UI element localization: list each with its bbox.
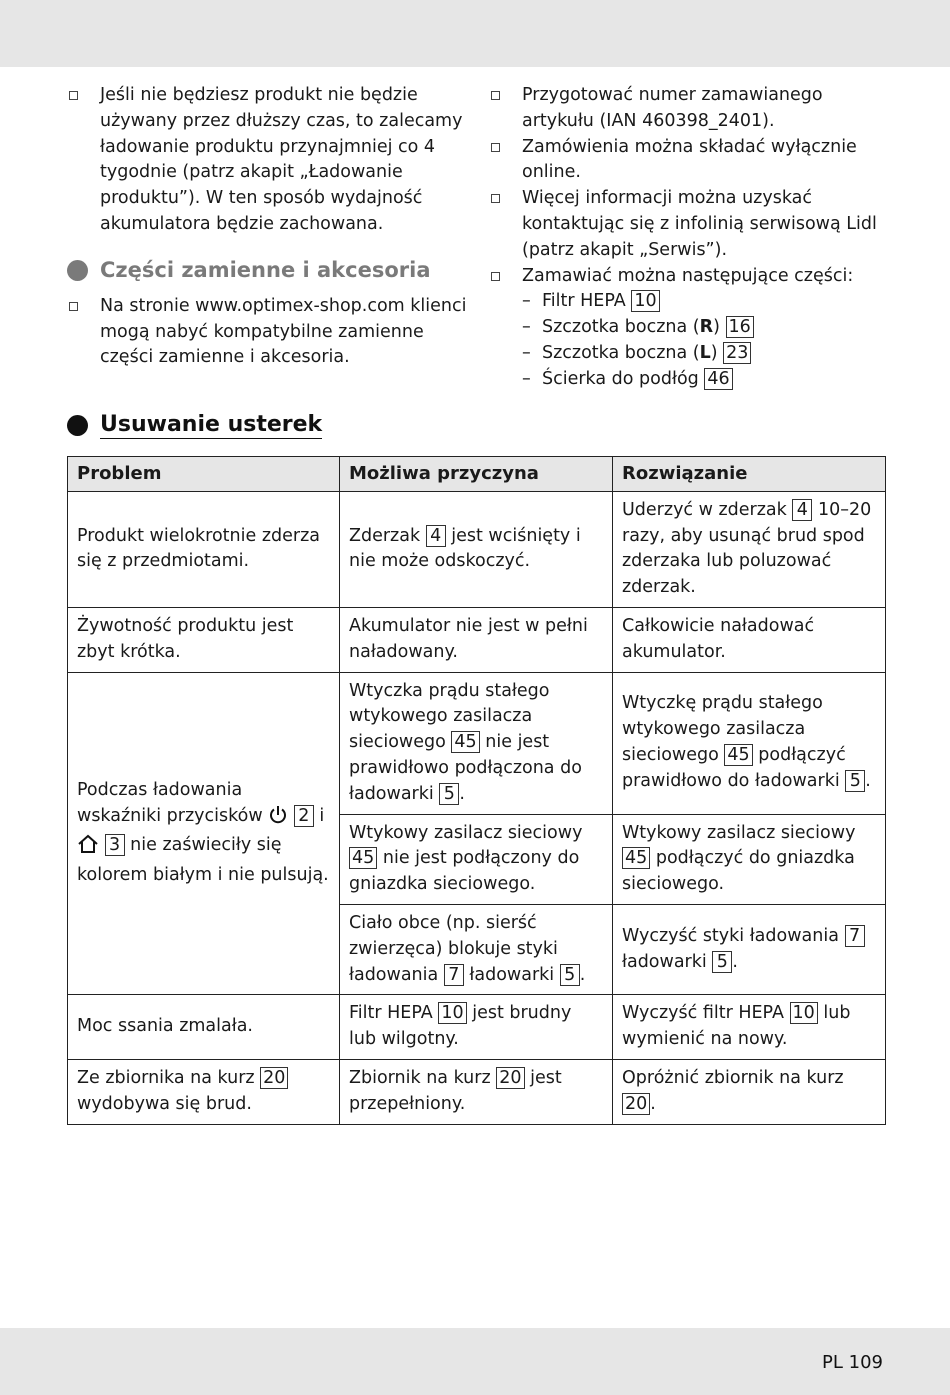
list-item: [489, 83, 889, 135]
cell-text: Ze zbiornika na kurz: [77, 1067, 255, 1088]
dash-icon: –: [522, 291, 531, 312]
bullet-text: Zamawiać można następujące części:: [522, 265, 854, 286]
bottom-bar: [0, 1328, 950, 1395]
table-row: [68, 607, 886, 672]
cell-text: Wtyczkę prądu stałego wtykowego zasilacza sieciowego: [622, 693, 823, 766]
bullet-text: Zamówienia można składać wyłącznie online.: [522, 136, 857, 183]
part-name: Ścierka do podłóg: [542, 368, 699, 389]
list-item: [67, 294, 467, 371]
right-column: [489, 83, 889, 393]
dash-icon: –: [522, 368, 531, 389]
top-bar: [0, 0, 950, 67]
cell-text: jest brudny lub wilgotny.: [349, 1003, 572, 1050]
cell-text: ładowarki: [622, 951, 707, 972]
spare-parts-list: [67, 294, 467, 371]
cell-text: Uderzyć w zderzak: [622, 499, 787, 520]
checkbox-bullet-icon: [491, 143, 500, 152]
table-row: [68, 491, 886, 607]
checkbox-bullet-icon: [69, 302, 78, 311]
part-ref: 5: [439, 783, 459, 805]
cell-text: Wyczyść styki ładowania: [622, 925, 839, 946]
part-ref: 45: [349, 847, 377, 869]
cell-text: Filtr HEPA: [349, 1003, 433, 1024]
cell-text: jest wciśnięty i nie może odskoczyć.: [349, 525, 581, 572]
troubleshooting-table: [67, 456, 886, 1125]
bullet-text: Więcej informacji można uzyskać kontaktując się z infolinią serwisową Lidl (patrz akapit „Serwis”).: [522, 188, 877, 260]
cause-cell: [340, 1059, 613, 1124]
column-header-problem: Problem: [68, 457, 340, 492]
dash-icon: –: [522, 317, 531, 338]
table-row: [68, 672, 886, 814]
dash-icon: –: [522, 342, 531, 363]
bullet-text: Jeśli nie będziesz produkt nie będzie używany przez dłuższy czas, to zalecamy ładowanie produktu przynajmniej co 4 tygodnie (patrz akapit „Ładowanie produktu”). W ten sposób wydajność akumulatora będzie zachowana.: [100, 85, 463, 234]
cell-text: jest przepełniony.: [349, 1067, 562, 1114]
part-item: [522, 367, 889, 393]
cause-cell: [340, 814, 613, 904]
solution-cell: [613, 672, 886, 814]
heading-text: Części zamienne i akcesoria: [100, 257, 431, 282]
part-ref: 23: [723, 342, 751, 364]
table-header-row: [68, 457, 886, 492]
column-header-solution: Rozwiązanie: [613, 457, 886, 492]
cause-cell: [340, 491, 613, 607]
solution-cell: [613, 995, 886, 1060]
cell-text: ładowarki: [469, 964, 555, 985]
list-item: [489, 264, 889, 393]
cell-text: Wyczyść filtr HEPA: [622, 1003, 784, 1024]
solution-cell: [613, 1059, 886, 1124]
part-name: Filtr HEPA: [542, 291, 626, 312]
cell-text: .: [459, 783, 465, 804]
cell-text: nie jest podłączony do gniazdka sieciowego.: [349, 848, 580, 895]
part-ref: 4: [426, 525, 446, 547]
part-name: Szczotka boczna: [542, 317, 688, 338]
cell-text: podłączyć do gniazdka sieciowego.: [622, 848, 855, 895]
problem-cell: [68, 1059, 340, 1124]
part-ref: 7: [444, 964, 464, 986]
cause-cell: [340, 672, 613, 814]
column-header-cause: Możliwa przyczyna: [340, 457, 613, 492]
cause-cell: [340, 995, 613, 1060]
part-ref: 45: [451, 731, 479, 753]
parts-list: [522, 289, 889, 392]
cell-text: Zbiornik na kurz: [349, 1067, 491, 1088]
bullet-text: Na stronie www.optimex-shop.com klienci mogą nabyć kompatybilne zamienne części zamienne i akcesoria.: [100, 295, 467, 368]
table-row: [68, 995, 886, 1060]
cell-text: Opróżnić zbiornik na kurz: [622, 1067, 844, 1088]
left-column: [67, 83, 467, 371]
part-ref: 45: [724, 744, 752, 766]
home-icon: [77, 834, 99, 863]
checkbox-bullet-icon: [491, 91, 500, 100]
part-ref: 3: [105, 834, 125, 856]
cell-text: podłączyć prawidłowo do ładowarki: [622, 745, 846, 791]
part-ref: 46: [704, 368, 732, 390]
part-item: – Szczotka boczna (L) 23: [522, 341, 889, 367]
problem-cell: Produkt wielokrotnie zderza się z przedmiotami.: [68, 491, 340, 607]
cell-text: nie zaświeciły się kolorem białym i nie pulsują.: [77, 835, 329, 886]
part-ref: 4: [792, 499, 812, 521]
problem-cell: Żywotność produktu jest zbyt krótka.: [68, 607, 340, 672]
solution-cell: Całkowicie naładować akumulator.: [613, 607, 886, 672]
part-ref: 10: [790, 1002, 818, 1024]
part-ref: 20: [622, 1093, 650, 1115]
bullet-dot-icon: [67, 260, 88, 281]
cell-text: 10–20 razy, aby usunąć brud spod zderzaka lub poluzować zderzak.: [622, 499, 872, 598]
cell-text: Zderzak: [349, 525, 421, 546]
part-side: L: [699, 342, 711, 363]
cell-text: Wtykowy zasilacz sieciowy: [622, 822, 856, 843]
part-ref: 2: [294, 805, 314, 827]
cell-text: lub wymienić na nowy.: [622, 1003, 851, 1050]
part-ref: 10: [631, 290, 659, 312]
left-bullet-list: [67, 83, 467, 238]
power-icon: [268, 805, 288, 834]
list-item: [67, 83, 467, 238]
table-row: [68, 1059, 886, 1124]
part-ref: 20: [260, 1067, 288, 1089]
cell-text: .: [732, 951, 738, 972]
cell-text: nie jest prawidłowo podłączona do ładowarki: [349, 732, 582, 804]
section-heading-troubleshooting: [67, 410, 322, 440]
cell-text: Wtyczka prądu stałego wtykowego zasilacza sieciowego: [349, 680, 550, 753]
solution-cell: [613, 904, 886, 994]
page-number: PL 109: [822, 1352, 883, 1373]
list-item: [489, 135, 889, 187]
cell-text: i: [319, 805, 325, 826]
cell-text: Podczas ładowania wskaźniki przycisków: [77, 779, 263, 826]
right-bullet-list: [489, 83, 889, 393]
cell-text: Wtykowy zasilacz sieciowy: [349, 822, 583, 843]
checkbox-bullet-icon: [69, 91, 78, 100]
bullet-text: Przygotować numer zamawianego artykułu (IAN 460398_2401).: [522, 85, 823, 131]
part-item: – Szczotka boczna (R) 16: [522, 315, 889, 341]
part-side: R: [699, 317, 714, 338]
part-ref: 20: [496, 1067, 524, 1089]
checkbox-bullet-icon: [491, 194, 500, 203]
cause-cell: [340, 904, 613, 994]
part-ref: 5: [560, 964, 580, 986]
part-ref: 16: [726, 316, 754, 338]
cell-text: .: [579, 964, 586, 985]
section-heading-spare-parts: [67, 256, 467, 284]
part-ref: 5: [712, 951, 732, 973]
bullet-dot-icon: [67, 415, 88, 436]
cell-text: wydobywa się brud.: [77, 1093, 252, 1114]
cell-text: .: [865, 770, 871, 791]
solution-cell: [613, 491, 886, 607]
cell-text: .: [650, 1093, 656, 1114]
part-name: Szczotka boczna: [542, 342, 688, 363]
part-ref: 7: [845, 925, 865, 947]
checkbox-bullet-icon: [491, 272, 500, 281]
solution-cell: [613, 814, 886, 904]
part-ref: 5: [845, 770, 865, 792]
part-ref: 45: [622, 847, 650, 869]
heading-text: Usuwanie usterek: [100, 412, 323, 437]
problem-cell: [68, 672, 340, 995]
cell-text: Ciało obce (np. sierść zwierzęca) blokuje styki ładowania: [349, 912, 558, 985]
part-ref: 10: [438, 1002, 466, 1024]
problem-cell: Moc ssania zmalała.: [68, 995, 340, 1060]
list-item: [489, 186, 889, 263]
part-item: [522, 289, 889, 315]
cause-cell: Akumulator nie jest w pełni naładowany.: [340, 607, 613, 672]
